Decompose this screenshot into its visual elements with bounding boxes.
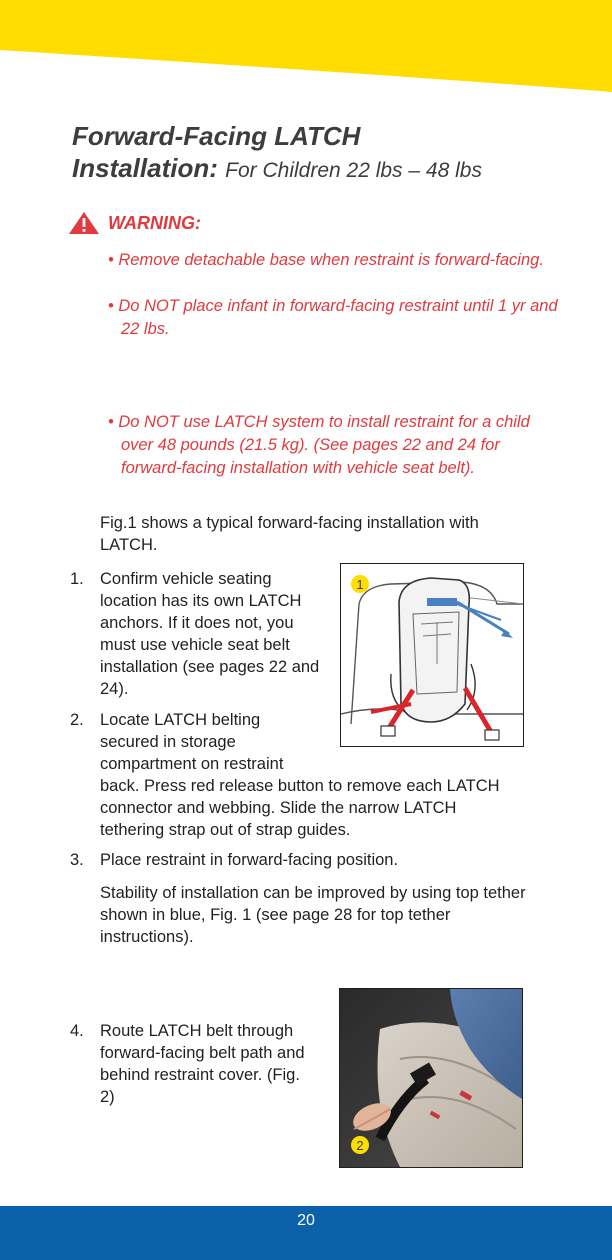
- figure-2-photo: [340, 989, 522, 1167]
- step-2-number: 2.: [70, 711, 84, 729]
- step-3-note: Stability of installation can be improved by using top tether shown in blue, Fig. 1 (see page 28 for top tether instructions).: [100, 884, 526, 946]
- step-1-text: Confirm vehicle seating location has its own LATCH anchors. If it does not, you must use vehicle seat belt installation (see pages 22 and 24).: [100, 570, 320, 698]
- warning-label: WARNING:: [108, 212, 201, 233]
- warning-bullet-2: • Do NOT place infant in forward-facing restraint until 1 yr and 22 lbs.: [108, 297, 558, 338]
- title-subtitle: For Children 22 lbs – 48 lbs: [225, 159, 482, 182]
- step-1-number: 1.: [70, 570, 84, 588]
- warning-heading: [68, 210, 201, 236]
- figure-1: [340, 563, 524, 747]
- step-2-text-a: Locate LATCH belting secured in storage compartment on restraint: [100, 711, 284, 773]
- page-number: 20: [297, 1212, 315, 1229]
- header-band: [0, 0, 612, 92]
- step-3-number: 3.: [70, 851, 84, 869]
- warning-bullet-1: • Remove detachable base when restraint is forward-facing.: [108, 251, 544, 269]
- figure-2: [339, 988, 523, 1168]
- title-line-2: Installation:: [72, 153, 218, 183]
- step-3-text: Place restraint in forward-facing position.: [100, 851, 399, 869]
- page-footer: [0, 1206, 612, 1260]
- warning-bullet-3: • Do NOT use LATCH system to install restraint for a child over 48 pounds (21.5 kg). (See pages 22 and 24 for forward-facing installation with vehicle seat belt).: [108, 413, 530, 477]
- warning-triangle-icon: [68, 211, 100, 235]
- intro-text: Fig.1 shows a typical forward-facing installation with LATCH.: [100, 514, 479, 554]
- page-title: [72, 120, 482, 187]
- step-4-number: 4.: [70, 1022, 84, 1040]
- step-2-text-b: back. Press red release button to remove each LATCH connector and webbing. Slide the narrow LATCH tethering strap out of strap guides.: [100, 777, 500, 839]
- figure-2-badge: 2: [356, 1138, 364, 1153]
- figure-1-illustration: [341, 564, 523, 746]
- figure-1-badge: 1: [356, 577, 364, 592]
- title-line-1: Forward-Facing LATCH: [72, 121, 361, 151]
- step-4-text: Route LATCH belt through forward-facing belt path and behind restraint cover. (Fig. 2): [100, 1022, 305, 1106]
